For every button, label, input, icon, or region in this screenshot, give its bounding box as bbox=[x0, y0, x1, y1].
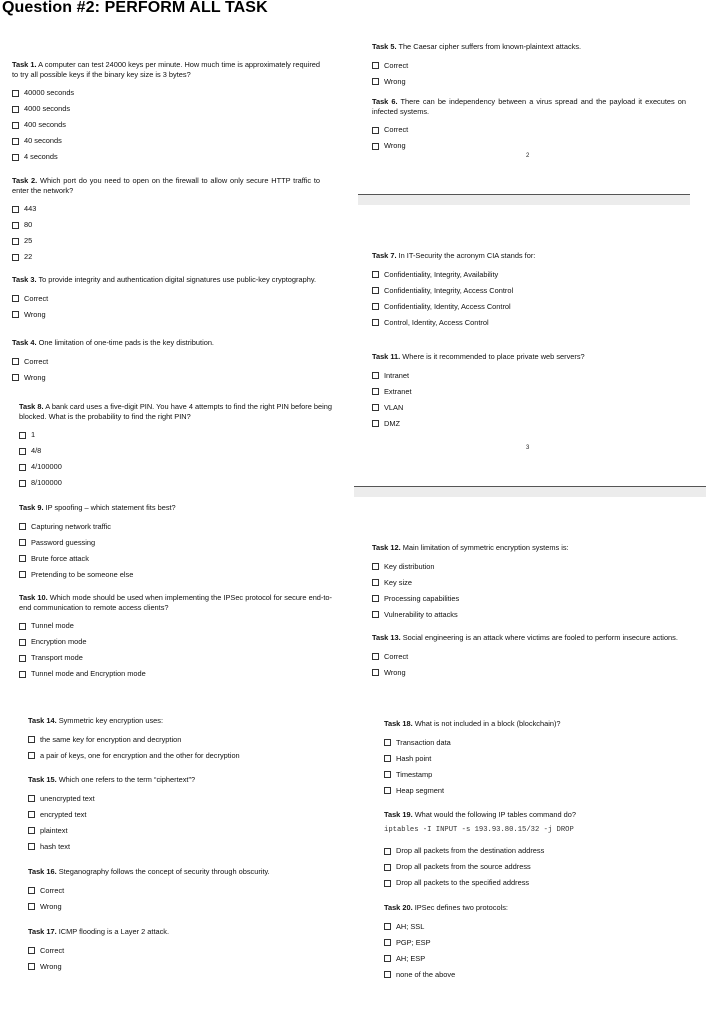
answer-option[interactable] bbox=[19, 427, 332, 443]
checkbox[interactable] bbox=[12, 154, 19, 161]
checkbox[interactable] bbox=[372, 319, 379, 326]
task-text: Which one refers to the term “ciphertext”? bbox=[58, 775, 196, 784]
option-label: Wrong bbox=[384, 667, 406, 677]
answer-option[interactable] bbox=[372, 607, 688, 623]
checkbox[interactable] bbox=[372, 143, 379, 150]
task-17 bbox=[28, 927, 328, 975]
option-label: AH; SSL bbox=[396, 921, 425, 931]
task-1 bbox=[12, 60, 320, 165]
option-label: 8/100000 bbox=[31, 478, 62, 488]
checkbox[interactable] bbox=[28, 811, 35, 818]
checkbox[interactable] bbox=[12, 311, 19, 318]
option-label: Confidentiality, Identity, Access Control bbox=[384, 301, 511, 311]
option-label: the same key for encryption and decryption bbox=[40, 734, 182, 744]
checkbox[interactable] bbox=[28, 947, 35, 954]
task-label: Task 13. bbox=[372, 633, 401, 642]
checkbox[interactable] bbox=[384, 864, 391, 871]
checkbox[interactable] bbox=[12, 106, 19, 113]
option-label: Wrong bbox=[24, 309, 46, 319]
checkbox[interactable] bbox=[384, 739, 391, 746]
task-question bbox=[384, 903, 684, 913]
answer-option[interactable] bbox=[384, 783, 684, 799]
answer-option[interactable] bbox=[28, 732, 328, 748]
answer-option[interactable] bbox=[384, 919, 684, 935]
checkbox[interactable] bbox=[19, 571, 26, 578]
answer-option[interactable] bbox=[19, 519, 332, 535]
option-label: DMZ bbox=[384, 418, 401, 428]
task-12 bbox=[372, 543, 688, 623]
task-5 bbox=[372, 42, 688, 90]
answer-option[interactable] bbox=[12, 233, 320, 249]
option-label: Pretending to be someone else bbox=[31, 569, 134, 579]
checkbox[interactable] bbox=[372, 611, 379, 618]
task-text: A computer can test 24000 keys per minute. How much time is approximately required to try all possible keys if the binary key size is 3 bytes? bbox=[12, 60, 320, 79]
option-label: 400 seconds bbox=[24, 120, 66, 130]
task-question bbox=[28, 775, 328, 785]
option-label: Correct bbox=[384, 651, 409, 661]
task-question bbox=[372, 543, 688, 553]
option-label: Drop all packets from the source address bbox=[396, 862, 531, 872]
task-label: Task 14. bbox=[28, 716, 57, 725]
answer-option[interactable] bbox=[372, 400, 688, 416]
checkbox[interactable] bbox=[372, 372, 379, 379]
task-label: Task 9. bbox=[19, 503, 44, 512]
task-label: Task 16. bbox=[28, 867, 57, 876]
task-question bbox=[19, 402, 332, 421]
task-question bbox=[372, 352, 688, 362]
checkbox[interactable] bbox=[372, 271, 379, 278]
answer-option[interactable] bbox=[12, 370, 320, 386]
task-question bbox=[19, 503, 332, 513]
option-label: 25 bbox=[24, 236, 33, 246]
option-label: Correct bbox=[384, 60, 409, 70]
answer-option[interactable] bbox=[372, 384, 688, 400]
task-label: Task 10. bbox=[19, 593, 48, 602]
checkbox[interactable] bbox=[372, 579, 379, 586]
checkbox[interactable] bbox=[384, 971, 391, 978]
answer-option[interactable] bbox=[28, 807, 328, 823]
checkbox[interactable] bbox=[28, 887, 35, 894]
option-label: PGP; ESP bbox=[396, 937, 431, 947]
task-question bbox=[384, 719, 684, 729]
answer-option[interactable] bbox=[28, 959, 328, 975]
task-question bbox=[19, 593, 332, 612]
option-label: Processing capabilities bbox=[384, 593, 460, 603]
option-label: Capturing network traffic bbox=[31, 521, 111, 531]
task-text: In IT-Security the acronym CIA stands for: bbox=[398, 251, 536, 260]
checkbox[interactable] bbox=[372, 563, 379, 570]
task-2 bbox=[12, 176, 320, 265]
task-text: Main limitation of symmetric encryption systems is: bbox=[402, 543, 569, 552]
answer-option[interactable] bbox=[384, 951, 684, 967]
task-question bbox=[372, 633, 686, 643]
checkbox[interactable] bbox=[19, 623, 26, 630]
task-text: To provide integrity and authentication digital signatures use public-key cryptography. bbox=[38, 275, 317, 284]
option-label: 22 bbox=[24, 252, 33, 262]
option-label: Correct bbox=[24, 293, 49, 303]
checkbox[interactable] bbox=[28, 963, 35, 970]
answer-option[interactable] bbox=[28, 943, 328, 959]
answer-option[interactable] bbox=[372, 575, 688, 591]
option-label: AH; ESP bbox=[396, 953, 426, 963]
option-label: Wrong bbox=[384, 141, 406, 151]
option-label: Transaction data bbox=[396, 737, 451, 747]
checkbox[interactable] bbox=[12, 122, 19, 129]
checkbox[interactable] bbox=[28, 827, 35, 834]
task-question bbox=[12, 60, 320, 79]
task-18 bbox=[384, 719, 684, 799]
answer-option[interactable] bbox=[372, 416, 688, 432]
answer-option[interactable] bbox=[28, 823, 328, 839]
checkbox[interactable] bbox=[19, 555, 26, 562]
option-label: hash text bbox=[40, 841, 70, 851]
option-label: Drop all packets from the destination address bbox=[396, 846, 545, 856]
task-label: Task 20. bbox=[384, 903, 413, 912]
task-11 bbox=[372, 352, 688, 432]
task-question bbox=[372, 97, 686, 116]
option-label: none of the above bbox=[396, 969, 456, 979]
answer-option[interactable] bbox=[384, 751, 684, 767]
checkbox[interactable] bbox=[384, 771, 391, 778]
answer-option[interactable] bbox=[372, 591, 688, 607]
checkbox[interactable] bbox=[372, 127, 379, 134]
task-14 bbox=[28, 716, 328, 764]
checkbox[interactable] bbox=[384, 923, 391, 930]
option-label: Wrong bbox=[40, 901, 62, 911]
answer-option[interactable] bbox=[372, 368, 688, 384]
answer-option[interactable] bbox=[372, 267, 688, 283]
checkbox[interactable] bbox=[384, 939, 391, 946]
answer-option[interactable] bbox=[19, 475, 332, 491]
answer-option[interactable] bbox=[12, 85, 320, 101]
answer-option[interactable] bbox=[372, 74, 688, 90]
task-text: IP spoofing – which statement fits best? bbox=[45, 503, 176, 512]
option-label: plaintext bbox=[40, 825, 68, 835]
checkbox[interactable] bbox=[19, 464, 26, 471]
option-label: Drop all packets to the specified address bbox=[396, 878, 530, 888]
task-6 bbox=[372, 97, 686, 154]
checkbox[interactable] bbox=[28, 843, 35, 850]
checkbox[interactable] bbox=[372, 303, 379, 310]
option-label: Key distribution bbox=[384, 561, 435, 571]
checkbox[interactable] bbox=[372, 78, 379, 85]
task-question bbox=[384, 810, 684, 820]
answer-option[interactable] bbox=[384, 767, 684, 783]
task-16 bbox=[28, 867, 328, 915]
option-label: 80 bbox=[24, 220, 33, 230]
option-label: Extranet bbox=[384, 386, 412, 396]
task-text: Which mode should be used when implementing the IPSec protocol for secure end-to-end communication to remote access clients? bbox=[19, 593, 332, 612]
checkbox[interactable] bbox=[372, 595, 379, 602]
command-code: iptables -I INPUT -s 193.93.80.15/32 -j DROP bbox=[384, 825, 574, 834]
page-gap bbox=[358, 195, 690, 205]
checkbox[interactable] bbox=[12, 222, 19, 229]
option-label: Transport mode bbox=[31, 653, 83, 663]
checkbox[interactable] bbox=[28, 736, 35, 743]
answer-option[interactable] bbox=[28, 883, 328, 899]
task-question bbox=[12, 338, 320, 348]
checkbox[interactable] bbox=[19, 480, 26, 487]
option-label: unencrypted text bbox=[40, 793, 95, 803]
task-label: Task 1. bbox=[12, 60, 37, 69]
option-label: Correct bbox=[40, 945, 65, 955]
answer-option[interactable] bbox=[372, 559, 688, 575]
answer-option[interactable] bbox=[384, 859, 684, 875]
answer-option[interactable] bbox=[28, 839, 328, 855]
option-label: Vulnerability to attacks bbox=[384, 609, 458, 619]
task-text: Symmetric key encryption uses: bbox=[58, 716, 164, 725]
task-10 bbox=[19, 593, 332, 682]
checkbox[interactable] bbox=[12, 254, 19, 261]
option-label: 4000 seconds bbox=[24, 104, 71, 114]
checkbox[interactable] bbox=[12, 358, 19, 365]
option-label: a pair of keys, one for encryption and the other for decryption bbox=[40, 750, 240, 760]
option-label: Correct bbox=[384, 125, 409, 135]
task-label: Task 4. bbox=[12, 338, 37, 347]
answer-option[interactable] bbox=[372, 122, 686, 138]
task-label: Task 12. bbox=[372, 543, 401, 552]
task-text: One limitation of one-time pads is the key distribution. bbox=[38, 338, 214, 347]
task-text: Which port do you need to open on the firewall to allow only secure HTTP traffic to enter the network? bbox=[12, 176, 320, 195]
task-text: There can be independency between a virus spread and the payload it executes on infected systems. bbox=[372, 97, 686, 116]
task-label: Task 3. bbox=[12, 275, 37, 284]
answer-option[interactable] bbox=[384, 735, 684, 751]
checkbox[interactable] bbox=[372, 62, 379, 69]
task-question bbox=[372, 42, 688, 52]
task-question bbox=[12, 176, 320, 195]
option-label: Confidentiality, Integrity, Availability bbox=[384, 269, 499, 279]
page-title: Question #2: PERFORM ALL TASK bbox=[2, 0, 268, 16]
option-label: Encryption mode bbox=[31, 637, 87, 647]
checkbox[interactable] bbox=[12, 138, 19, 145]
task-question bbox=[28, 716, 328, 726]
task-text: ICMP flooding is a Layer 2 attack. bbox=[58, 927, 170, 936]
option-label: Password guessing bbox=[31, 537, 96, 547]
answer-option[interactable] bbox=[12, 201, 320, 217]
page-number: 3 bbox=[526, 445, 530, 451]
answer-option[interactable] bbox=[28, 748, 328, 764]
task-text: Social engineering is an attack where victims are fooled to perform insecure actions. bbox=[402, 633, 678, 642]
checkbox[interactable] bbox=[28, 752, 35, 759]
checkbox[interactable] bbox=[12, 206, 19, 213]
task-question bbox=[28, 867, 328, 877]
answer-option[interactable] bbox=[384, 843, 684, 859]
task-question bbox=[28, 927, 328, 937]
option-label: Timestamp bbox=[396, 769, 433, 779]
answer-option[interactable] bbox=[28, 899, 328, 915]
page-gap bbox=[354, 487, 706, 497]
answer-option[interactable] bbox=[12, 117, 320, 133]
option-label: 40000 seconds bbox=[24, 88, 75, 98]
checkbox[interactable] bbox=[372, 669, 379, 676]
option-label: 4/100000 bbox=[31, 462, 62, 472]
answer-option[interactable] bbox=[19, 459, 332, 475]
task-20 bbox=[384, 903, 684, 983]
task-label: Task 8. bbox=[19, 402, 44, 411]
answer-option[interactable] bbox=[19, 618, 332, 634]
answer-option[interactable] bbox=[19, 443, 332, 459]
checkbox[interactable] bbox=[12, 238, 19, 245]
option-label: Heap segment bbox=[396, 785, 445, 795]
answer-option[interactable] bbox=[12, 149, 320, 165]
task-label: Task 2. bbox=[12, 176, 38, 185]
task-label: Task 17. bbox=[28, 927, 57, 936]
answer-option[interactable] bbox=[372, 283, 688, 299]
task-13 bbox=[372, 633, 686, 681]
answer-option[interactable] bbox=[19, 551, 332, 567]
option-label: Correct bbox=[24, 356, 49, 366]
checkbox[interactable] bbox=[384, 880, 391, 887]
checkbox[interactable] bbox=[384, 955, 391, 962]
task-label: Task 6. bbox=[372, 97, 398, 106]
checkbox[interactable] bbox=[372, 404, 379, 411]
answer-option[interactable] bbox=[19, 666, 332, 682]
task-text: What is not included in a block (blockchain)? bbox=[414, 719, 561, 728]
answer-option[interactable] bbox=[28, 791, 328, 807]
checkbox[interactable] bbox=[28, 903, 35, 910]
answer-option[interactable] bbox=[372, 138, 686, 154]
page-number: 2 bbox=[526, 153, 530, 159]
task-text: What would the following IP tables command do? bbox=[414, 810, 577, 819]
task-label: Task 11. bbox=[372, 352, 401, 361]
task-3 bbox=[12, 275, 320, 323]
task-15 bbox=[28, 775, 328, 855]
option-label: VLAN bbox=[384, 402, 404, 412]
option-label: 443 bbox=[24, 204, 37, 214]
answer-option[interactable] bbox=[372, 58, 688, 74]
task-text: The Caesar cipher suffers from known-plaintext attacks. bbox=[398, 42, 582, 51]
checkbox[interactable] bbox=[19, 639, 26, 646]
answer-option[interactable] bbox=[12, 217, 320, 233]
option-label: Wrong bbox=[384, 76, 406, 86]
checkbox[interactable] bbox=[372, 653, 379, 660]
checkbox[interactable] bbox=[384, 787, 391, 794]
checkbox[interactable] bbox=[384, 755, 391, 762]
answer-option[interactable] bbox=[19, 634, 332, 650]
answer-option[interactable] bbox=[12, 101, 320, 117]
answer-option[interactable] bbox=[19, 650, 332, 666]
answer-option[interactable] bbox=[12, 291, 320, 307]
option-label: Hash point bbox=[396, 753, 432, 763]
answer-option[interactable] bbox=[384, 967, 684, 983]
option-label: Tunnel mode and Encryption mode bbox=[31, 669, 146, 679]
answer-option[interactable] bbox=[12, 307, 320, 323]
task-4 bbox=[12, 338, 320, 386]
checkbox[interactable] bbox=[19, 432, 26, 439]
checkbox[interactable] bbox=[12, 374, 19, 381]
checkbox[interactable] bbox=[12, 295, 19, 302]
checkbox[interactable] bbox=[28, 795, 35, 802]
answer-option[interactable] bbox=[12, 354, 320, 370]
answer-option[interactable] bbox=[372, 649, 686, 665]
checkbox[interactable] bbox=[12, 90, 19, 97]
task-text: IPSec defines two protocols: bbox=[414, 903, 508, 912]
task-8 bbox=[19, 402, 332, 491]
option-label: Control, Identity, Access Control bbox=[384, 317, 489, 327]
checkbox[interactable] bbox=[19, 655, 26, 662]
task-9 bbox=[19, 503, 332, 583]
answer-option[interactable] bbox=[372, 665, 686, 681]
option-label: Key size bbox=[384, 577, 412, 587]
answer-option[interactable] bbox=[384, 875, 684, 891]
option-label: 4 seconds bbox=[24, 152, 58, 162]
checkbox[interactable] bbox=[19, 671, 26, 678]
option-label: Wrong bbox=[24, 372, 46, 382]
checkbox[interactable] bbox=[19, 523, 26, 530]
option-label: 4/8 bbox=[31, 446, 42, 456]
answer-option[interactable] bbox=[12, 249, 320, 265]
option-label: Correct bbox=[40, 885, 65, 895]
task-text: Where is it recommended to place private web servers? bbox=[402, 352, 585, 361]
answer-option[interactable] bbox=[19, 535, 332, 551]
checkbox[interactable] bbox=[19, 539, 26, 546]
option-label: encrypted text bbox=[40, 809, 87, 819]
task-label: Task 19. bbox=[384, 810, 413, 819]
option-label: Wrong bbox=[40, 961, 62, 971]
task-19 bbox=[384, 810, 684, 891]
task-label: Task 5. bbox=[372, 42, 397, 51]
task-label: Task 18. bbox=[384, 719, 413, 728]
answer-option[interactable] bbox=[372, 299, 688, 315]
checkbox[interactable] bbox=[19, 448, 26, 455]
answer-option[interactable] bbox=[12, 133, 320, 149]
checkbox[interactable] bbox=[384, 848, 391, 855]
option-label: 1 bbox=[31, 430, 36, 440]
option-label: Brute force attack bbox=[31, 553, 89, 563]
checkbox[interactable] bbox=[372, 420, 379, 427]
option-label: Intranet bbox=[384, 370, 410, 380]
task-question bbox=[372, 251, 688, 261]
task-text: Steganography follows the concept of security through obscurity. bbox=[58, 867, 270, 876]
task-7 bbox=[372, 251, 688, 331]
checkbox[interactable] bbox=[372, 388, 379, 395]
task-question bbox=[12, 275, 320, 285]
answer-option[interactable] bbox=[19, 567, 332, 583]
option-label: 40 seconds bbox=[24, 136, 62, 146]
answer-option[interactable] bbox=[384, 935, 684, 951]
task-label: Task 7. bbox=[372, 251, 397, 260]
option-label: Confidentiality, Integrity, Access Control bbox=[384, 285, 514, 295]
answer-option[interactable] bbox=[372, 315, 688, 331]
task-label: Task 15. bbox=[28, 775, 57, 784]
option-label: Tunnel mode bbox=[31, 621, 74, 631]
checkbox[interactable] bbox=[372, 287, 379, 294]
task-text: A bank card uses a five-digit PIN. You have 4 attempts to find the right PIN before being blocked. What is the probability to find the right PIN? bbox=[19, 402, 332, 421]
